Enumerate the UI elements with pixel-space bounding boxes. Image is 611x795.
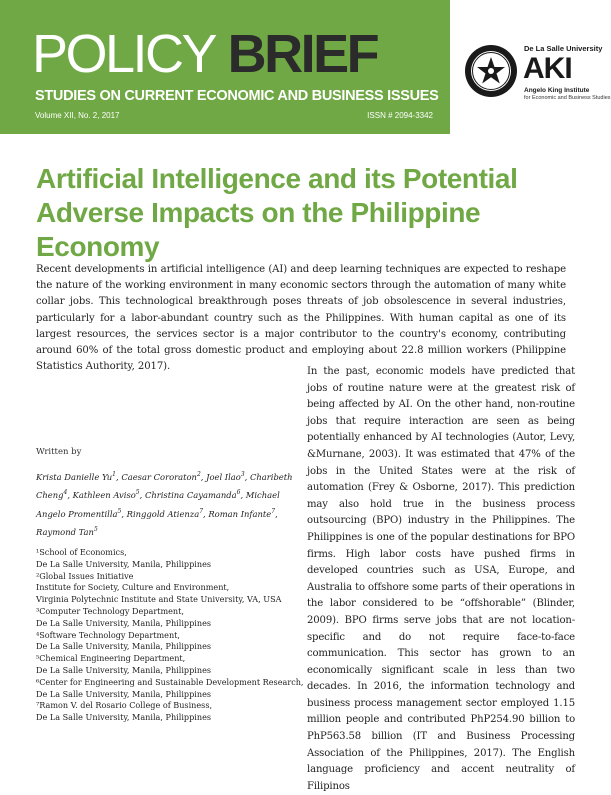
university-seal-icon [464, 44, 518, 98]
article-title-line-2: Adverse Impacts on the Philippine Economy [36, 197, 481, 262]
author-affiliation-mark: 4 [63, 489, 68, 497]
affiliation-line: ²Global Issues Initiative [36, 570, 134, 581]
logo-acronym: AKI [523, 52, 572, 85]
affiliation-line: De La Salle University, Manila, Philippines [36, 558, 212, 569]
author-name: Christina Cayamanda [144, 490, 237, 501]
logo-institute-description: for Economic and Business Studies [524, 95, 611, 101]
issn-number: ISSN # 2094-3342 [367, 111, 433, 120]
author-name: Kathleen Aviso [72, 490, 136, 501]
logo-university: De La Salle University [524, 44, 603, 53]
author-affiliation-mark: 7 [271, 507, 276, 515]
logo-institute-name: Angelo King Institute [524, 87, 590, 94]
intro-paragraph: Recent developments in artificial intelligence (AI) and deep learning techniques are expected to reshape the nature of the working environment in many economic sectors through the automation of many white collar jobs. This technological breakthrough poses threats of job obsolescence in several industries, particularly for a labor-abundant country such as the Philippines. With human capital as one of its largest resources, the services sector is a major contributor to the country's economy, contributing around 60% of the total gross domestic product and employing about 22.8 million workers (Philippine Statistics Authority, 2017). [36, 264, 566, 373]
header-banner [0, 0, 450, 134]
affiliation-line: ⁴Software Technology Department, [36, 629, 180, 640]
affiliation-line: Virginia Polytechnic Institute and State University, VA, USA [36, 594, 282, 605]
author-name: Ringgold Atienza [126, 508, 200, 519]
author-affiliation-mark: 2 [196, 471, 201, 478]
author-affiliation-mark: 1 [112, 471, 116, 478]
author-affiliation-mark: 6 [236, 489, 241, 497]
series-title [32, 24, 377, 84]
affiliation-line: De La Salle University, Manila, Philippines [36, 688, 212, 699]
affiliation-line: De La Salle University, Manila, Philippines [36, 617, 212, 628]
institute-logo [450, 0, 611, 134]
written-by-label: Written by [36, 447, 82, 457]
author-name: Raymond Tan [36, 526, 94, 537]
author-name: Caesar Cororaton [121, 471, 197, 482]
author-name: Roman Infante [208, 508, 272, 519]
series-title-part2: BRIEF [227, 24, 378, 84]
author-name: Krista Danielle Yu [36, 471, 113, 482]
series-title-part1: POLICY [32, 24, 216, 84]
affiliation-line: ⁷Ramon V. del Rosario College of Business, [36, 700, 213, 711]
body-text: In the past, economic models have predicted that jobs of routine nature were at the greatest risk of being affected by AI. On the other hand, non-routine jobs that require interaction are seen as being potentially enhanced by AI technologies (Autor, Levy, &Murnane, 2003). It was estimated that 47% of the jobs in the United States were at the risk of automation (Frey & Osborne, 2017). This prediction may also hold true in the business process outsourcing (BPO) industry in the Philippines. The Philippines is one of the popular destinations for BPO firms. High labor costs have pushed firms in developed countries such as USA, Europe, and Australia to offshore some parts of their operations in the labor considered to be “offshorable” (Blinder, 2009). BPO firms serve jobs that are not location-specific and do not require face-to-face communication. This sector has grown to an economically significant scale in less than two decades. In 2016, the information technology and business process management sector employed 1.15 million people and contributed PhP254.90 billion to PhP563.58 billion (IT and Business Processing Association of the Philippines, 2017). The English language proficiency and accent neutrality of Filipinos [307, 366, 575, 792]
affiliation-line: ¹School of Economics, [36, 547, 127, 557]
author-list: Krista Danielle Yu$^1$, Caesar Cororaton$^2$, Joel Ilao$^3$, Charibeth Cheng$^4$, Kathleen Aviso$^5$, Christina Cayamanda$^6$, Michael Angelo Promentilla$^5$, Ringgold Atienza$^7$, Roman Infante$^7$, Raymond Tan$^5$ [36, 471, 293, 537]
author-affiliation-mark: 3 [240, 471, 245, 478]
affiliation-line: ³Computer Technology Department, [36, 605, 184, 616]
author-name: Michael Angelo Promentilla [36, 490, 280, 519]
affiliation-line: De La Salle University, Manila, Philippines [36, 712, 212, 723]
affiliation-line: ⁵Chemical Engineering Department, [36, 653, 186, 664]
affiliation-line: ⁶Center for Engineering and Sustainable Development Research, [36, 676, 304, 687]
author-affiliation-mark: 5 [135, 489, 140, 497]
author-name: Joel Ilao [206, 471, 241, 482]
volume-number: Volume XII, No. 2, 2017 [35, 111, 120, 120]
article-title [36, 162, 576, 264]
author-name: Charibeth Cheng [36, 471, 293, 501]
affiliation-list [36, 547, 306, 724]
affiliation-line: De La Salle University, Manila, Philippines [36, 641, 212, 652]
author-affiliation-mark: 7 [199, 507, 204, 515]
author-affiliation-mark: 5 [117, 507, 122, 515]
author-affiliation-mark: 5 [93, 525, 98, 533]
article-title-line-1: Artificial Intelligence and its Potential [36, 163, 518, 194]
affiliation-line: De La Salle University, Manila, Philippines [36, 664, 212, 675]
series-subtitle: STUDIES ON CURRENT ECONOMIC AND BUSINESS ISSUES [35, 88, 439, 104]
affiliation-line: Institute for Society, Culture and Environment, [36, 582, 230, 593]
issue-meta [35, 111, 433, 120]
